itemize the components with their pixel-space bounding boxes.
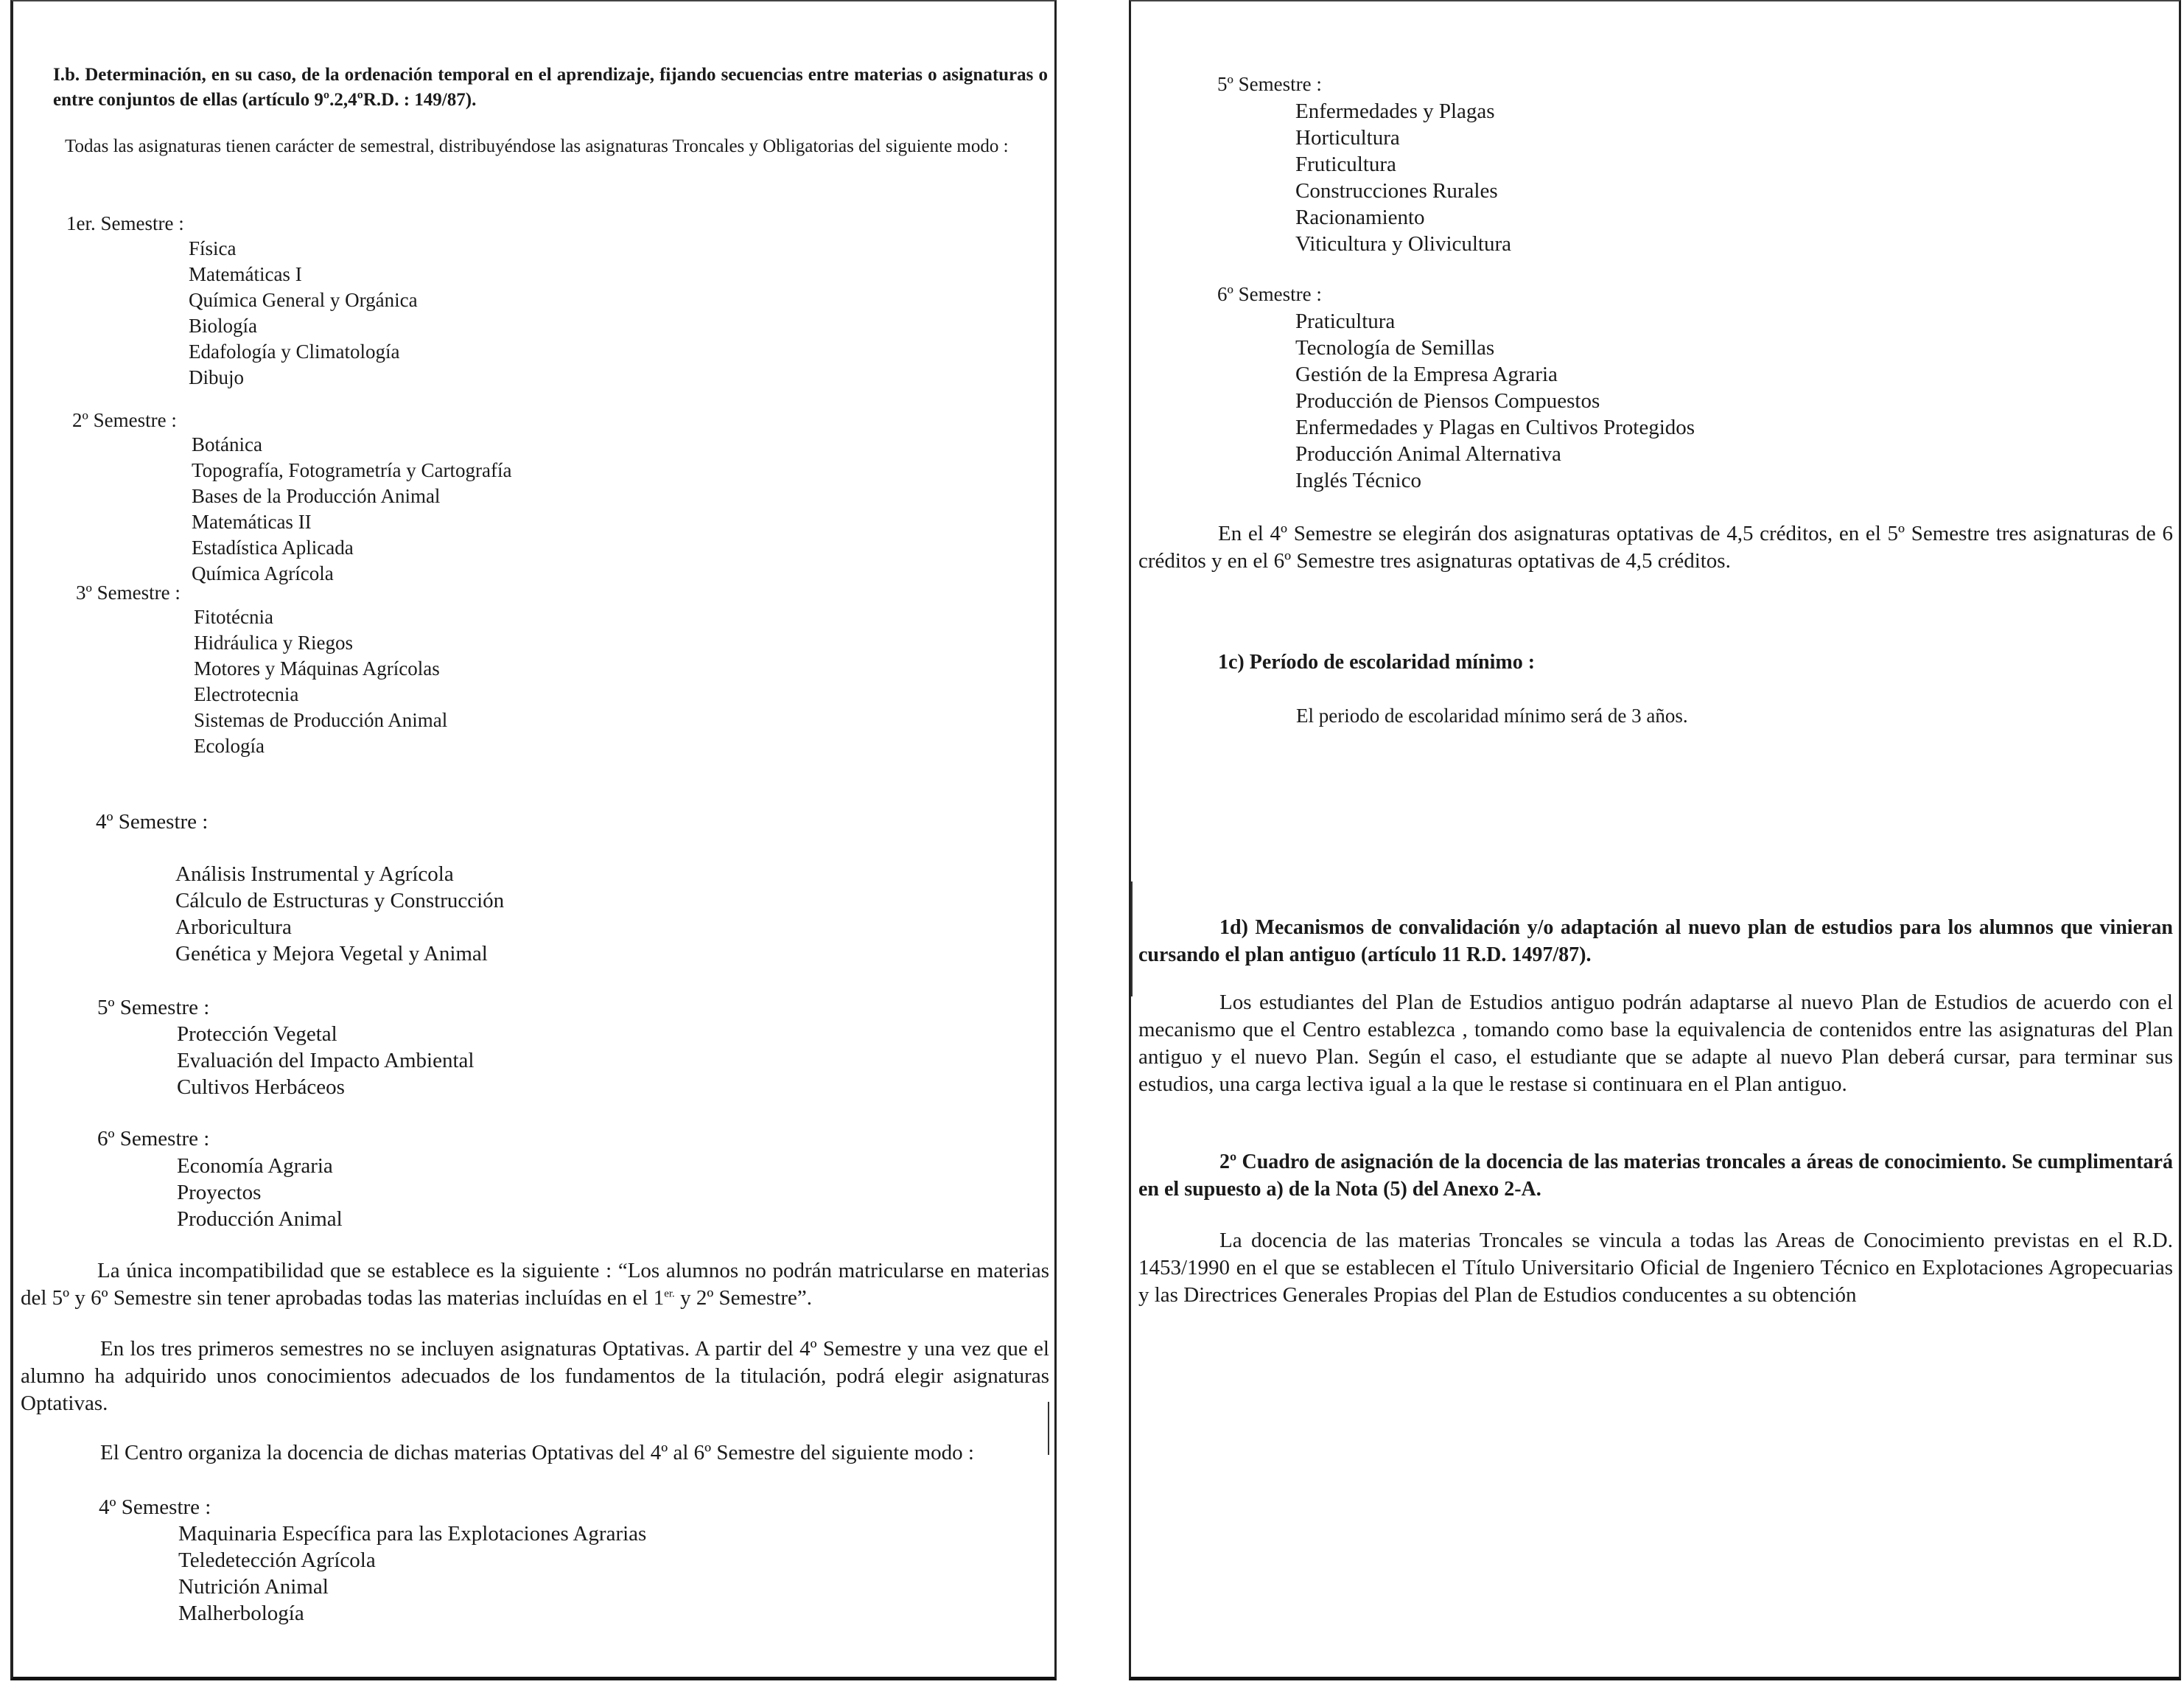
- sem6-list: [177, 1153, 343, 1232]
- list-item: Dibujo: [189, 366, 245, 388]
- sem6-label: 6º Semestre :: [97, 1127, 210, 1150]
- list-item: Estadística Aplicada: [192, 537, 354, 559]
- list-item: Gestión de la Empresa Agraria: [1295, 363, 1558, 386]
- heading-1c: 1c) Período de escolaridad mínimo :: [1218, 651, 1536, 674]
- sem3-label: 3º Semestre :: [76, 582, 181, 604]
- list-item: Inglés Técnico: [1295, 469, 1421, 492]
- escolaridad-text: El periodo de escolaridad mínimo será de 3 años.: [1296, 705, 1688, 727]
- docencia-paragraph: La docencia de las materias Troncales se vincula a todas las Areas de Conocimiento previstas en el R.D. 1453/1990 en el que se establecen el Título Universitario Oficial de Ingeniero Técnico en Explotaciones Agropecuarias y las Directrices Generales Propias del Plan de Estudios conducentes a su obtención: [1138, 1229, 2173, 1307]
- list-item: Enfermedades y Plagas: [1295, 99, 1495, 123]
- heading-1d: 1d) Mecanismos de convalidación y/o adaptación al nuevo plan de estudios para los alumnos que vinieran cursando el plan antiguo (artículo 11 R.D. 1497/87).: [1138, 916, 2173, 966]
- optativas-intro-paragraph: En los tres primeros semestres no se incluyen asignaturas Optativas. A partir del 4º Semestre y una vez que el alumno ha adquirido unos conocimientos adecuados de los fundamentos de la titulación, podrá elegir asignaturas Optativas.: [21, 1337, 1049, 1415]
- list-item: Electrotecnia: [194, 683, 299, 705]
- list-item: Malherbología: [178, 1602, 304, 1625]
- list-item: Tecnología de Semillas: [1295, 336, 1495, 360]
- list-item: Cultivos Herbáceos: [177, 1075, 345, 1099]
- list-item: Matemáticas II: [192, 511, 312, 533]
- sem5-label: 5º Semestre :: [97, 996, 210, 1019]
- list-item: Análisis Instrumental y Agrícola: [175, 862, 454, 886]
- list-item: Biología: [189, 315, 257, 337]
- list-item: Fitotécnia: [194, 606, 273, 628]
- list-item: Proyectos: [177, 1181, 262, 1204]
- list-item: Producción Animal Alternativa: [1295, 442, 1561, 466]
- opt4-list: [178, 1520, 646, 1627]
- list-item: Producción Animal: [177, 1207, 343, 1231]
- sem2-list: [192, 432, 511, 587]
- list-item: Praticultura: [1295, 310, 1396, 333]
- opt4-label: 4º Semestre :: [99, 1495, 211, 1519]
- opt5-list: [1295, 98, 1511, 257]
- list-item: Maquinaria Específica para las Explotaciones Agrarias: [178, 1522, 647, 1546]
- list-item: Fruticultura: [1295, 153, 1396, 176]
- left-page: [10, 0, 1057, 1680]
- incompatibility-paragraph: [21, 1257, 1049, 1312]
- list-item: Producción de Piensos Compuestos: [1295, 389, 1600, 413]
- list-item: Motores y Máquinas Agrícolas: [194, 657, 440, 680]
- list-item: Cálculo de Estructuras y Construcción: [175, 889, 505, 912]
- list-item: Horticultura: [1295, 126, 1400, 150]
- incompatibility-text: La única incompatibilidad que se establece es la siguiente : “Los alumnos no podrán matricularse en materias del 5º y 6º Semestre sin tener aprobadas todas las materias incluídas en el 1: [21, 1259, 1049, 1310]
- sem2-label: 2º Semestre :: [72, 409, 177, 431]
- opt6-label: 6º Semestre :: [1217, 283, 1322, 305]
- list-item: Matemáticas I: [189, 263, 302, 285]
- sem4-label: 4º Semestre :: [96, 810, 209, 834]
- list-item: Construcciones Rurales: [1295, 179, 1498, 203]
- heading-2: 2º Cuadro de asignación de la docencia de las materias troncales a áreas de conocimiento. Se cumplimentará en el supuesto a) de la Nota (5) del Anexo 2-A.: [1138, 1150, 2173, 1201]
- list-item: Sistemas de Producción Animal: [194, 709, 448, 731]
- margin-mark: [1131, 881, 1133, 996]
- list-item: Enfermedades y Plagas en Cultivos Protegidos: [1295, 416, 1695, 439]
- list-item: Hidráulica y Riegos: [194, 632, 353, 654]
- list-item: Viticultura y Olivicultura: [1295, 232, 1512, 256]
- list-item: Edafología y Climatología: [189, 341, 400, 363]
- centro-organiza-paragraph: El Centro organiza la docencia de dichas materias Optativas del 4º al 6º Semestre del siguiente modo :: [100, 1441, 974, 1464]
- list-item: Racionamiento: [1295, 206, 1425, 229]
- list-item: Nutrición Animal: [178, 1575, 329, 1599]
- list-item: Bases de la Producción Animal: [192, 485, 441, 507]
- list-item: Física: [189, 237, 237, 259]
- margin-mark: [1048, 1402, 1049, 1455]
- incompatibility-text-end: y 2º Semestre”.: [674, 1286, 812, 1310]
- list-item: Teledetección Agrícola: [178, 1548, 376, 1572]
- list-item: Ecología: [194, 735, 265, 757]
- list-item: Arboricultura: [175, 915, 292, 939]
- list-item: Economía Agraria: [177, 1154, 333, 1178]
- list-item: Química Agrícola: [192, 562, 334, 584]
- list-item: Química General y Orgánica: [189, 289, 418, 311]
- adaptacion-paragraph: Los estudiantes del Plan de Estudios antiguo podrán adaptarse al nuevo Plan de Estudios de acuerdo con el mecanismo que el Centro establezca , tomando como base la equivalencia de contenidos entre las asignaturas del Plan antiguo y el nuevo Plan. Según el caso, el estudiante que se adapte al nuevo Plan deberá cursar, para terminar sus estudios, una carga lectiva igual a la que le restase si continuara en el Plan antiguo.: [1138, 991, 2173, 1096]
- opt6-list: [1295, 308, 1695, 494]
- list-item: Topografía, Fotogrametría y Cartografía: [192, 459, 512, 481]
- sem3-list: [194, 604, 447, 759]
- sem5-list: [177, 1021, 474, 1100]
- heading-1b: I.b. Determinación, en su caso, de la ordenación temporal en el aprendizaje, fijando secuencias entre materias o asignaturas o entre conjuntos de ellas (artículo 9º.2,4ºR.D. : 149/87).: [53, 65, 1048, 110]
- creditos-paragraph: En el 4º Semestre se elegirán dos asignaturas optativas de 4,5 créditos, en el 5º Semestre tres asignaturas de 6 créditos y en el 6º Semestre tres asignaturas optativas de 4,5 créditos.: [1138, 522, 2173, 573]
- list-item: Protección Vegetal: [177, 1022, 337, 1046]
- ordinal-superscript: er.: [664, 1288, 675, 1300]
- opt5-label: 5º Semestre :: [1217, 73, 1322, 95]
- list-item: Botánica: [192, 433, 262, 455]
- intro-paragraph: Todas las asignaturas tienen carácter de semestral, distribuyéndose las asignaturas Troncales y Obligatorias del siguiente modo :: [65, 136, 1009, 156]
- sem4-list: [175, 861, 504, 967]
- right-page: [1129, 0, 2181, 1680]
- sem1-list: [189, 236, 418, 391]
- sem1-label: 1er. Semestre :: [66, 212, 184, 234]
- list-item: Genética y Mejora Vegetal y Animal: [175, 942, 488, 966]
- list-item: Evaluación del Impacto Ambiental: [177, 1049, 475, 1072]
